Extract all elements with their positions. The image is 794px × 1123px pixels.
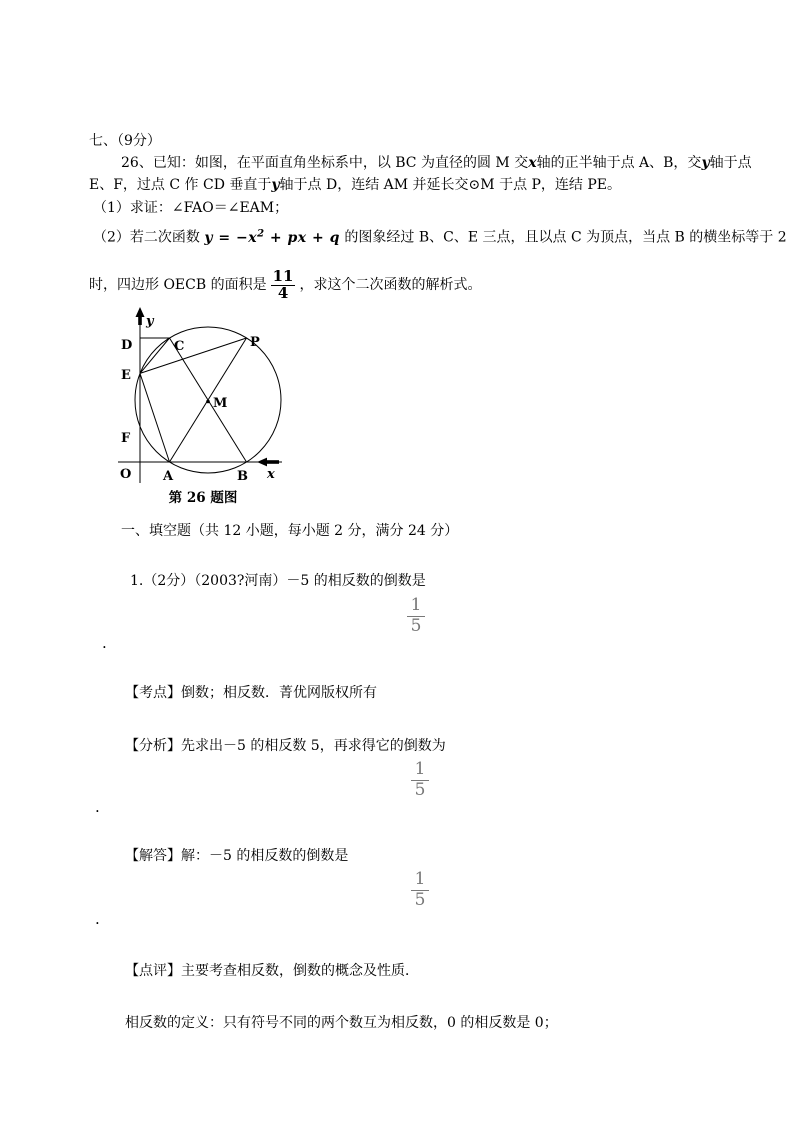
problem-figure: [106, 303, 296, 507]
problem26-line1-seg3: 轴于点: [709, 155, 752, 171]
quadratic-formula: $y = -x^2$ + px + q: [204, 228, 340, 246]
label-F: F: [121, 431, 131, 446]
problem26-line1-seg2: 轴的正半轴于点 A、B，交: [536, 155, 702, 171]
answer-fraction-1: $\frac{1}{5}$: [394, 596, 438, 636]
label-D: D: [121, 338, 133, 353]
problem26-line2-seg1: E、F，过点 C 作 CD 垂直于: [89, 177, 272, 193]
kaodian-line: 【考点】倒数；相反数．菁优网版权所有: [125, 685, 377, 701]
y-axis-arrow-icon: [136, 307, 145, 317]
problem26-line2-seg2: 轴于点 D，连结 AM 并延长交⊙M 于点 P，连结 PE。: [279, 177, 622, 193]
chord-EP: [140, 338, 247, 373]
var-y: y: [271, 177, 280, 193]
part2-cont-seg2: ，求这个二次函数的解析式。: [299, 276, 482, 293]
label-C: C: [174, 339, 185, 354]
label-x-axis: x: [267, 467, 275, 482]
jieda-line: 【解答】解：－5 的相反数的倒数是: [125, 848, 349, 864]
fill-in-heading: 一、填空题（共 12 小题，每小题 2 分，满分 24 分）: [121, 523, 459, 539]
center-dot: [206, 400, 210, 404]
var-x: x: [528, 155, 537, 171]
part2-seg2: 的图象经过 B、C、E 三点，且以点 C 为顶点，当点 B 的横坐标等于 2: [339, 229, 787, 246]
problem26-part1: （1）求证：∠FAO＝∠EAM；: [93, 200, 289, 216]
problem26-line1-seg1: 26、已知：如图，在平面直角坐标系中，以 BC 为直径的圆 M 交: [121, 155, 529, 171]
label-P: P: [250, 335, 260, 350]
answer-fraction-3: $\frac{1}{5}$: [398, 870, 442, 910]
part2-cont-seg1: 时，四边形 OECB 的面积是: [89, 276, 267, 293]
dianping-line: 【点评】主要考查相反数，倒数的概念及性质．: [125, 963, 419, 979]
problem26-part2-line2: [89, 262, 481, 308]
sentence-period-2: .: [95, 798, 100, 816]
problem26-line2: [89, 177, 621, 194]
sentence-period-3: .: [95, 910, 100, 928]
section-heading: 七、（9分）: [89, 133, 161, 149]
problem26-line1: [121, 155, 752, 172]
var-y: y: [701, 155, 710, 171]
chord-EA: [140, 373, 170, 462]
fraction-11-4: $\frac{11}{4}$: [272, 266, 294, 302]
label-M: M: [213, 396, 228, 411]
question1-stem: 1.（2分）（2003?河南）－5 的相反数的倒数是: [130, 573, 426, 589]
label-y-axis: y: [146, 314, 154, 329]
sentence-period-1: .: [102, 634, 107, 652]
part2-seg1: （2）若二次函数: [93, 229, 205, 246]
label-E: E: [121, 368, 131, 383]
label-B: B: [237, 469, 248, 484]
problem26-part2-line1: [93, 228, 787, 246]
figure-caption: 第 26 题图: [168, 490, 238, 506]
definition-line: 相反数的定义：只有符号不同的两个数互为相反数，0 的相反数是 0；: [125, 1015, 558, 1031]
label-A: A: [163, 469, 174, 484]
label-O: O: [120, 467, 132, 482]
fenxi-line: 【分析】先求出－5 的相反数 5，再求得它的倒数为: [125, 738, 446, 754]
answer-fraction-2: $\frac{1}{5}$: [398, 760, 442, 800]
